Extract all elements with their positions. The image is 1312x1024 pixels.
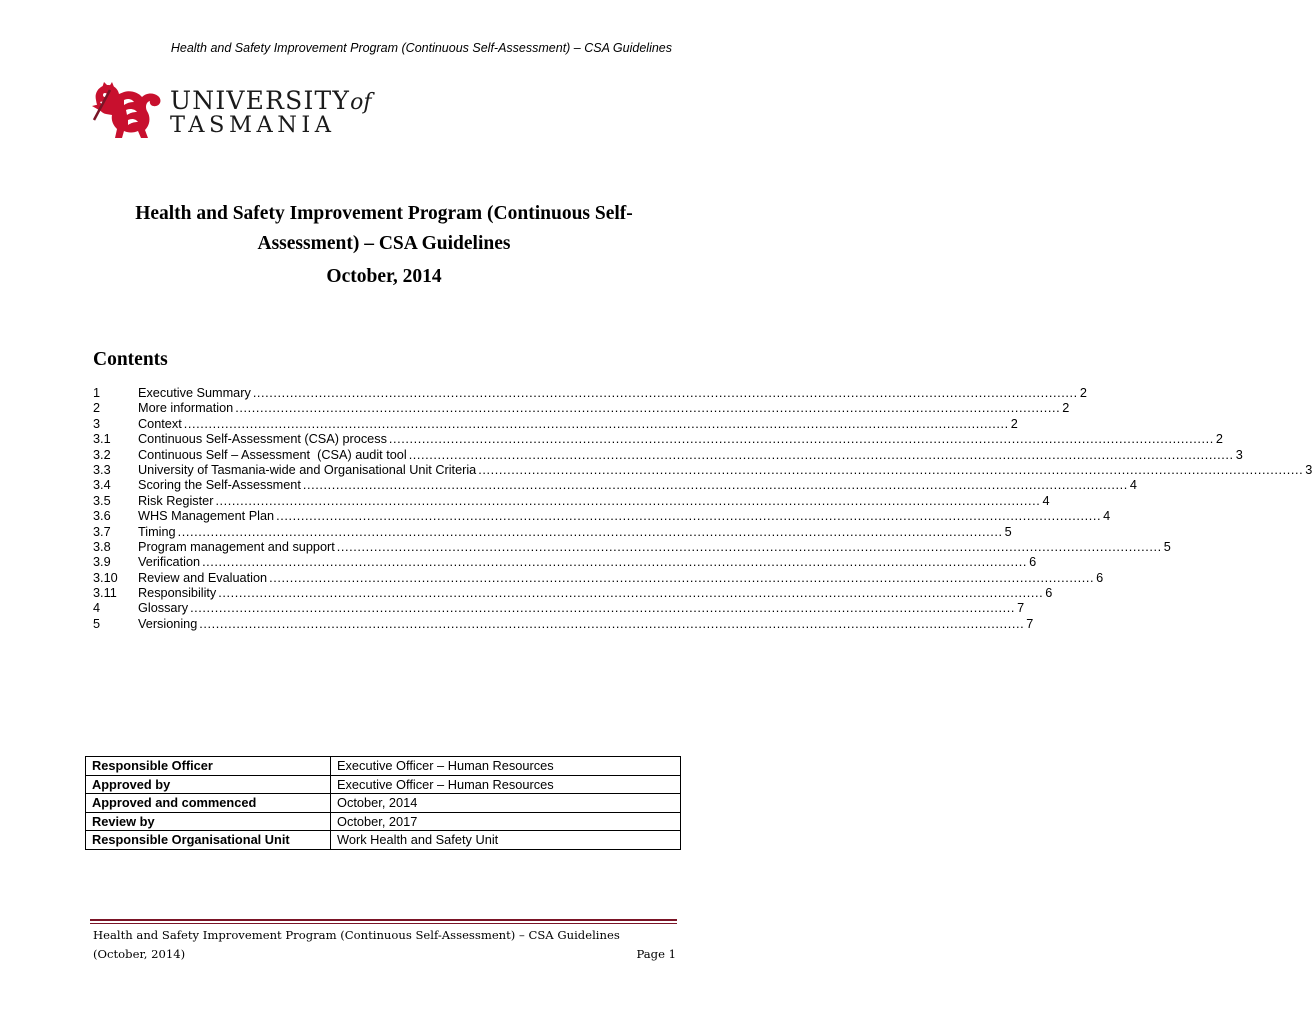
- toc-entry-title: Versioning: [138, 616, 198, 631]
- toc-entry-number: 3.9: [93, 555, 111, 570]
- toc-entry[interactable]: [93, 539, 1171, 555]
- toc-entry-number: 3.4: [93, 478, 111, 493]
- toc-dot-leader: ........................................................................................................................................................................................................: [199, 616, 1025, 631]
- logo-line1: UNIVERSITY: [170, 86, 351, 115]
- toc-entry-title: Responsibility: [138, 586, 217, 601]
- toc-entry[interactable]: [93, 586, 1053, 601]
- toc-entry-page: 5: [1004, 524, 1012, 539]
- toc-entry-page: 6: [1029, 555, 1037, 570]
- toc-dot-leader: ........................................................................................................................................................................................................: [202, 555, 1028, 570]
- toc-dot-leader: ........................................................................................................................................................................................................: [336, 539, 1162, 554]
- toc-entry[interactable]: [93, 462, 1312, 478]
- toc-entry-number: 3.2: [93, 447, 111, 462]
- toc-entry-title: Risk Register: [138, 493, 214, 508]
- toc-dot-leader: ........................................................................................................................................................................................................: [478, 462, 1304, 477]
- info-table-value: Executive Officer – Human Resources: [331, 775, 681, 794]
- toc-entry[interactable]: [93, 509, 1111, 524]
- document-title: [90, 199, 678, 259]
- info-table-label: Responsible Officer: [86, 757, 331, 776]
- toc-entry-number: 3.11: [93, 586, 117, 601]
- logo-university-text: [170, 86, 372, 115]
- footer-rule-thick: [90, 919, 677, 921]
- contents-heading: Contents: [93, 349, 168, 370]
- toc-entry-title: More information: [138, 401, 234, 416]
- toc-entry[interactable]: [93, 401, 1070, 416]
- toc-entry-title: Continuous Self – Assessment (CSA) audit tool: [138, 447, 407, 462]
- toc-entry-page: 4: [1042, 493, 1050, 508]
- info-table-row: [86, 812, 681, 831]
- toc-entry-page: 7: [1026, 616, 1034, 631]
- info-table-label: Responsible Organisational Unit: [86, 831, 331, 850]
- footer-rule-thin: [90, 923, 677, 924]
- toc-entry-number: 3.1: [93, 432, 111, 447]
- toc-entry-number: 3: [93, 416, 101, 431]
- toc-entry-page: 4: [1103, 509, 1111, 524]
- toc-dot-leader: ........................................................................................................................................................................................................: [276, 509, 1102, 524]
- toc-dot-leader: ........................................................................................................................................................................................................: [252, 386, 1078, 400]
- toc-dot-leader: ........................................................................................................................................................................................................: [235, 401, 1061, 416]
- toc-entry-page: 2: [1215, 432, 1223, 447]
- info-table-value: October, 2017: [331, 812, 681, 831]
- toc-entry-title: Executive Summary: [138, 386, 251, 400]
- document-info-table: [85, 756, 681, 850]
- footer-title: Health and Safety Improvement Program (Continuous Self-Assessment) – CSA Guidelines: [93, 928, 620, 942]
- toc-entry-page: 6: [1096, 570, 1104, 585]
- toc-entry-title: Timing: [138, 524, 176, 539]
- info-table-label: Review by: [86, 812, 331, 831]
- toc-entry[interactable]: [93, 616, 1034, 632]
- info-table-row: [86, 794, 681, 813]
- footer-page-number: Page 1: [636, 947, 676, 961]
- toc-entry-title: Scoring the Self-Assessment: [138, 478, 301, 493]
- info-table-row: [86, 831, 681, 850]
- toc-entry-title: Verification: [138, 555, 201, 570]
- toc-entry-page: 2: [1062, 401, 1070, 416]
- toc-entry[interactable]: [93, 386, 1087, 401]
- toc-entry-title: University of Tasmania-wide and Organisational Unit Criteria: [138, 462, 477, 477]
- toc-entry-page: 2: [1079, 386, 1087, 400]
- toc-dot-leader: ........................................................................................................................................................................................................: [215, 493, 1041, 508]
- info-table-value: Executive Officer – Human Resources: [331, 757, 681, 776]
- toc-entry[interactable]: [93, 601, 1025, 616]
- toc-entry-page: 4: [1129, 478, 1137, 493]
- toc-entry-number: 3.8: [93, 539, 111, 554]
- table-of-contents: [93, 386, 1312, 632]
- toc-entry[interactable]: [93, 524, 1012, 540]
- toc-dot-leader: ........................................................................................................................................................................................................: [302, 478, 1128, 493]
- toc-entry-page: 2: [1010, 416, 1018, 431]
- toc-dot-leader: ........................................................................................................................................................................................................: [190, 601, 1016, 616]
- toc-entry-title: Context: [138, 416, 182, 431]
- info-table-label: Approved by: [86, 775, 331, 794]
- toc-entry-number: 3.5: [93, 493, 111, 508]
- toc-entry-number: 2: [93, 401, 101, 416]
- toc-dot-leader: ........................................................................................................................................................................................................: [269, 570, 1095, 585]
- info-table-value: Work Health and Safety Unit: [331, 831, 681, 850]
- footer-date: (October, 2014): [93, 947, 186, 961]
- toc-entry-page: 3: [1305, 462, 1312, 477]
- info-table-value: October, 2014: [331, 794, 681, 813]
- toc-entry-title: Review and Evaluation: [138, 570, 268, 585]
- info-table-row: [86, 757, 681, 776]
- toc-entry-number: 4: [93, 601, 101, 616]
- toc-dot-leader: ........................................................................................................................................................................................................: [408, 447, 1234, 462]
- logo-tasmania-text: TASMANIA: [170, 112, 336, 138]
- toc-entry-page: 7: [1017, 601, 1025, 616]
- toc-entry-number: 5: [93, 616, 101, 631]
- toc-entry-number: 1: [93, 386, 101, 400]
- document-title-line1: Health and Safety Improvement Program (Continuous Self-: [135, 203, 633, 224]
- toc-dot-leader: ........................................................................................................................................................................................................: [388, 432, 1214, 447]
- toc-entry-number: 3.7: [93, 524, 111, 539]
- toc-entry-number: 3.10: [93, 570, 118, 585]
- toc-entry[interactable]: [93, 493, 1050, 509]
- toc-entry-title: Continuous Self-Assessment (CSA) process: [138, 432, 387, 447]
- toc-dot-leader: ........................................................................................................................................................................................................: [177, 524, 1003, 539]
- document-title-line2: Assessment) – CSA Guidelines: [257, 233, 511, 254]
- toc-entry[interactable]: [93, 432, 1223, 447]
- university-logo: [90, 80, 390, 142]
- toc-entry-title: Program management and support: [138, 539, 335, 554]
- info-table-label: Approved and commenced: [86, 794, 331, 813]
- toc-entry[interactable]: [93, 570, 1104, 586]
- toc-entry-page: 5: [1163, 539, 1171, 554]
- toc-entry-page: 6: [1045, 586, 1053, 601]
- toc-dot-leader: ........................................................................................................................................................................................................: [183, 416, 1009, 431]
- toc-entry-title: Glossary: [138, 601, 189, 616]
- toc-entry[interactable]: [93, 478, 1137, 493]
- document-date: October, 2014: [326, 266, 442, 287]
- toc-entry[interactable]: [93, 555, 1037, 570]
- toc-entry-number: 3.3: [93, 462, 111, 477]
- toc-entry-title: WHS Management Plan: [138, 509, 275, 524]
- toc-dot-leader: ........................................................................................................................................................................................................: [218, 586, 1044, 601]
- toc-entry-page: 3: [1235, 447, 1243, 462]
- running-header: Health and Safety Improvement Program (Continuous Self-Assessment) – CSA Guidelines: [170, 41, 672, 55]
- toc-entry[interactable]: [93, 447, 1243, 463]
- info-table-row: [86, 775, 681, 794]
- toc-entry-number: 3.6: [93, 509, 111, 524]
- logo-line1-suffix: of: [350, 90, 372, 115]
- lion-emblem-icon: [90, 80, 164, 142]
- toc-entry[interactable]: [93, 416, 1018, 432]
